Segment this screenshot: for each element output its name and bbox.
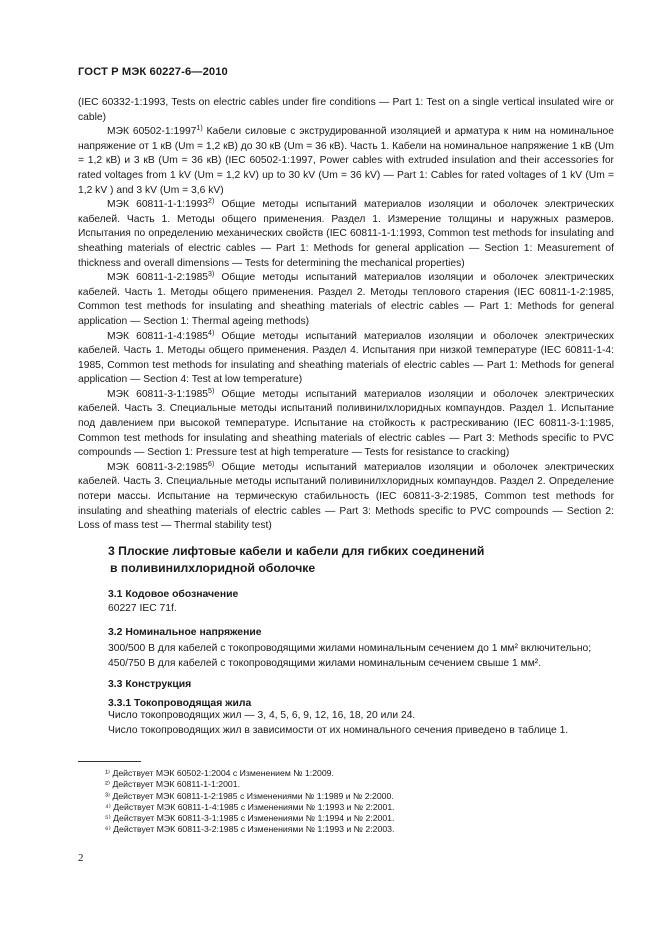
reference-iec-60811-1-2	[78, 271, 614, 329]
conductor-count-line: Число токопроводящих жил — 3, 4, 5, 6, 9, 12, 16, 18, 20 или 24.	[108, 710, 416, 721]
footnotes	[105, 768, 395, 836]
footnote: ²⁾ Действует МЭК 60811-1-1:2001.	[105, 779, 241, 790]
reference-code: МЭК 60811-3-2:1985	[107, 461, 209, 473]
section-title-continued: в поливинилхлоридной оболочке	[110, 561, 316, 575]
subsection-title: 3.3.1 Токопроводящая жила	[108, 698, 252, 709]
document-header: ГОСТ Р МЭК 60227-6—2010	[78, 66, 228, 78]
footnote: ⁶⁾ Действует МЭК 60811-3-2:1985 с Изменениями № 1:1993 и № 2:2003.	[105, 824, 395, 835]
reference-iec-60502-1	[78, 125, 614, 198]
page-number: 2	[78, 852, 84, 864]
reference-code: МЭК 60502-1:1997	[107, 126, 197, 138]
footnote-mark: 3)	[208, 271, 215, 279]
references-list	[78, 96, 614, 534]
reference-iec-60811-3-1	[78, 388, 614, 461]
rated-voltage-line: 300/500 В для кабелей с токопроводящими жилами номинальным сечением до 1 мм² включительно;	[108, 643, 592, 654]
section-3-heading	[108, 543, 614, 577]
reference-iec-60332: (IEC 60332-1:1993, Tests on electric cables under fire conditions — Part 1: Test on a single vertical insulated wire or cable)	[78, 97, 614, 123]
reference-iec-60811-3-2	[78, 461, 614, 534]
subsection-title: 3.2 Номинальное напряжение	[108, 627, 262, 638]
reference-code: МЭК 60811-1-1:1993	[107, 199, 209, 211]
reference-code: МЭК 60811-1-2:1985	[107, 272, 209, 284]
reference-text: Общие методы испытаний материалов изоляции и оболочек электрических кабелей. Часть 3. Специальные методы испытаний поливинилхлоридных компаундов. Раздел 2. Определение потери массы. Испытание на термическую стабильность (IEC 60811-3-2:1985, Common test methods for insulating and sheathing materials of electric cables — Part 3: Methods specific to PVC compounds — Section 2: Loss of mass test — Thermal stability test)	[78, 461, 614, 532]
subsection-title: 3.3 Конструкция	[108, 679, 192, 690]
reference-text: Общие методы испытаний материалов изоляции и оболочек электрических кабелей. Часть 1. Методы общего применения. Раздел 2. Методы теплового старения (IEC 60811-1-2:1985, Common test methods for insulating and sheathing materials of electric cables — Part 1: Methods for general application — Section 1: Thermal ageing methods)	[78, 272, 614, 327]
footnote-mark: 4)	[208, 329, 215, 337]
reference-code: МЭК 60811-1-4:1985	[107, 330, 209, 342]
footnote-mark: 6)	[208, 460, 215, 468]
subsection-3-1	[108, 589, 614, 617]
footnote-divider	[78, 761, 141, 762]
reference-code: МЭК 60811-3-1:1985	[107, 388, 209, 400]
reference-text: Общие методы испытаний материалов изоляции и оболочек электрических кабелей. Часть 1. Методы общего применения. Раздел 4. Испытания при низкой температуре (IEC 60811-1-4: 1985, Common test methods for insulating and sheathing materials of electric cables — Part 1: Methods for general application — Section 4: Test at low temperature)	[78, 330, 614, 386]
conductor-count-line: Число токопроводящих жил в зависимости от их номинального сечения приведено в таблице 1.	[108, 724, 569, 736]
reference-text: Кабели силовые с экструдированной изоляцией и арматура к ним на номинальное напряжение от 1 кВ (Um = 1,2 кВ) до 30 кВ (Um = 36 кВ). Часть 1. Кабели на номинальное напряжение 1 кВ (Um = 1,2 кВ) и 3 кВ (Um = 36 кВ) (IEC 60502-1:1997, Power cables with extruded insulation and their accessories for rated voltages from 1 kV (Um = 1,2 kV) up to 30 kV (Um = 36 kV) — Part 1: Cables for rated voltages of 1 kV (Um = 1,2 kV ) and 3 kV (Um = 3,6 kV)	[78, 126, 614, 196]
footnote-mark: 5)	[208, 387, 215, 395]
footnote-mark: 1)	[196, 125, 203, 133]
subsection-title: 3.1 Кодовое обозначение	[108, 589, 239, 600]
reference-iec-60811-1-1	[78, 198, 614, 271]
footnote-mark: 2)	[208, 198, 215, 206]
section-title: 3 Плоские лифтовые кабели и кабели для гибких соединений	[108, 544, 485, 558]
footnote: ¹⁾ Действует МЭК 60502-1:2004 с Изменением № 1:2009.	[105, 768, 334, 778]
reference-iec-60811-1-4	[78, 330, 614, 388]
code-designation: 60227 IEC 71f.	[108, 603, 177, 614]
reference-text: Общие методы испытаний материалов изоляции и оболочек электрических кабелей. Часть 3. Специальные методы испытаний поливинилхлоридных компаундов. Раздел 1. Испытание под давлением при высокой температуре. Испытание на стойкость к растрескиванию (IEC 60811-3-1:1985, Common test methods for insulating and sheathing materials of electric cables — Part 3: Methods specific to PVC compounds — Section 1: Pressure test at high temperature — Tests for resistance to cracking)	[78, 388, 614, 459]
subsection-3-2	[108, 627, 614, 671]
footnote: ⁵⁾ Действует МЭК 60811-3-1:1985 с Изменениями № 1:1994 и № 2:2001.	[105, 813, 395, 824]
footnote: ³⁾ Действует МЭК 60811-1-2:1985 с Изменениями № 1:1989 и № 2:2000.	[105, 790, 394, 801]
footnote: ⁴⁾ Действует МЭК 60811-1-4:1985 с Изменениями № 1:1993 и № 2:2001.	[105, 801, 395, 812]
reference-text: Общие методы испытаний материалов изоляции и оболочек электрических кабелей. Часть 1. Методы общего применения. Раздел 1. Измерение толщины и наружных размеров. Испытания по определению механических свойств (IEC 60811-1-1:1993, Common test methods for insulating and sheathing materials of electric cables — Part 1: Methods for general application — Section 1: Measurement of thickness and overall dimensions — Tests for determining the mechanical properties)	[78, 199, 614, 269]
subsection-3-3	[108, 679, 614, 690]
subsection-3-3-1	[108, 698, 614, 738]
rated-voltage-line: 450/750 В для кабелей с токопроводящими жилами номинальным сечением свыше 1 мм².	[108, 657, 542, 669]
